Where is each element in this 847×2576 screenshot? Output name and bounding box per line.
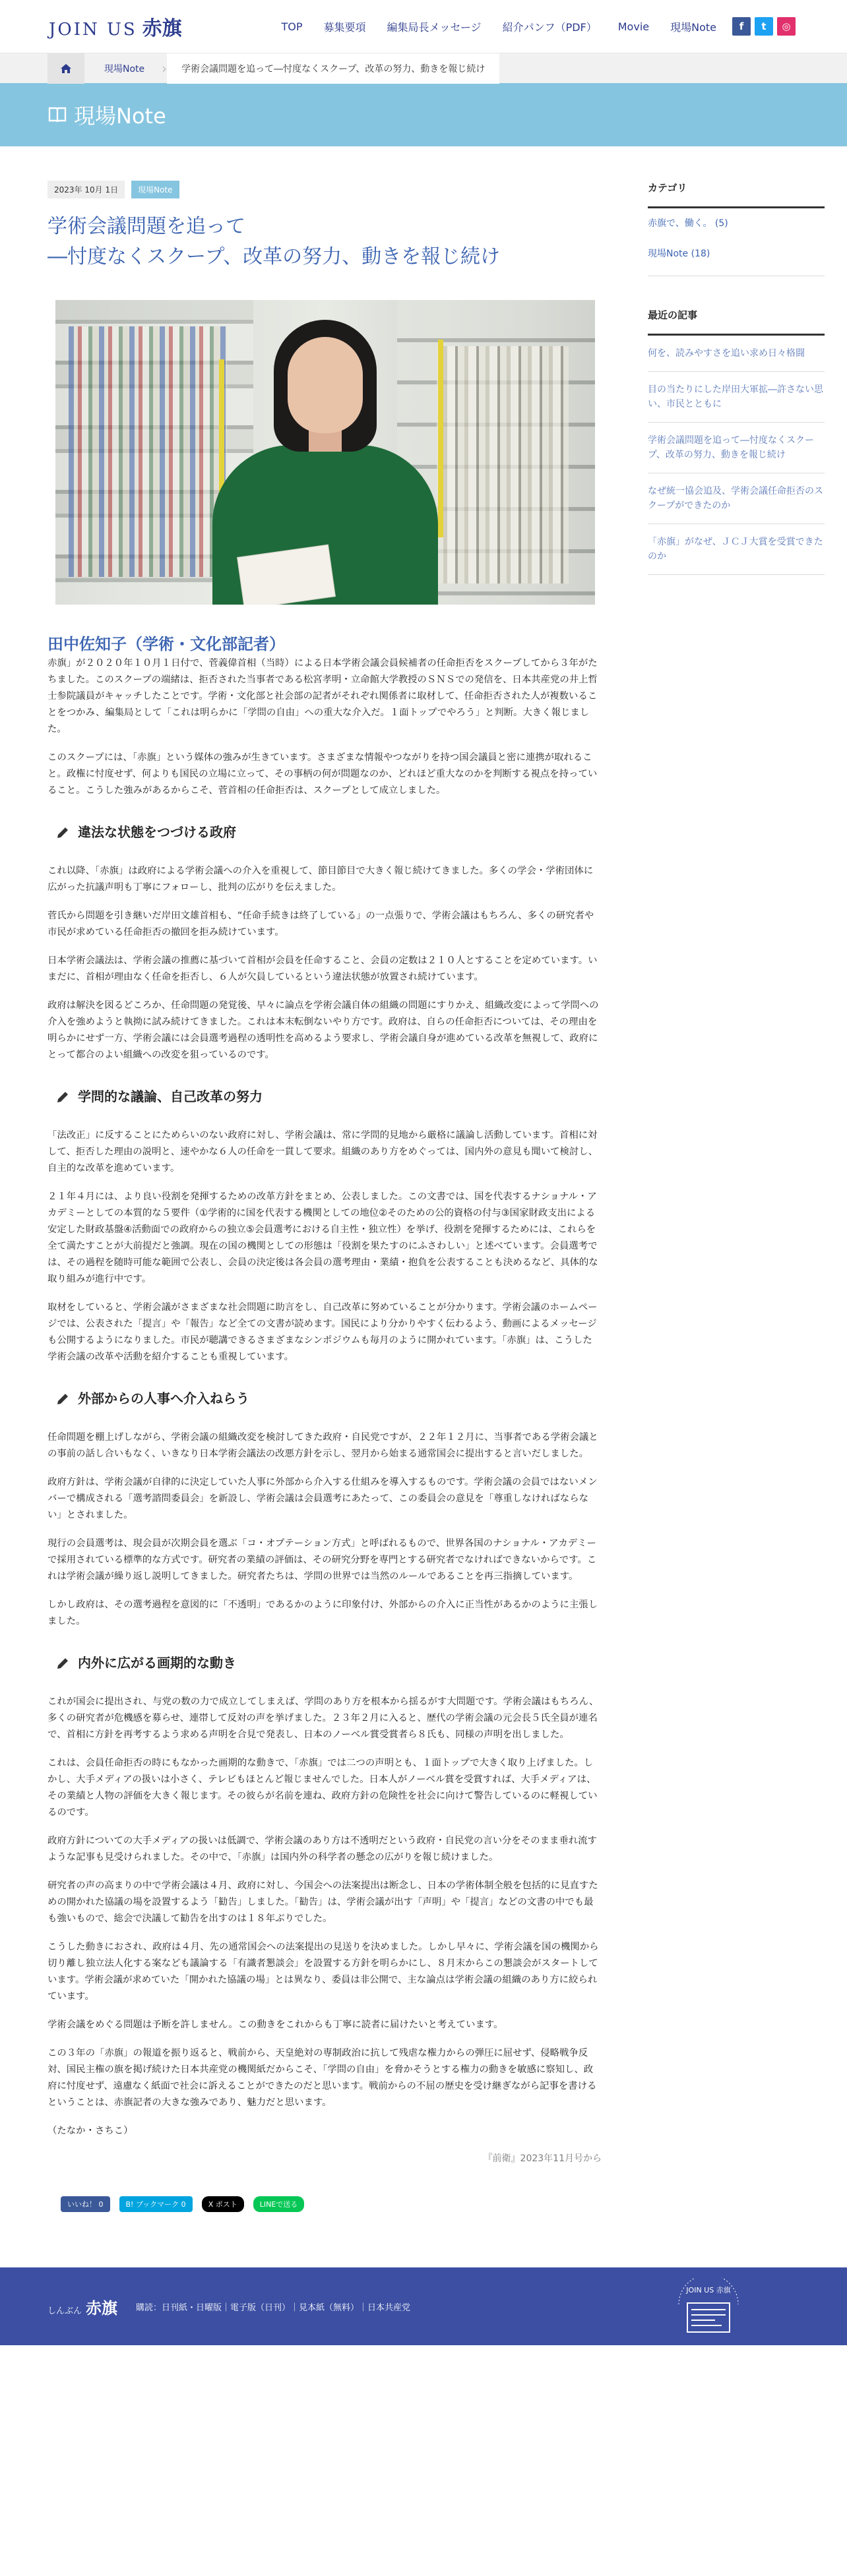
logo-text-jp: 赤旗 — [142, 17, 182, 40]
recent-post-link[interactable]: 何を、読みやすさを追い求め日々格闘 — [648, 336, 825, 372]
author-photo — [55, 300, 595, 605]
recent-posts-widget — [648, 308, 825, 575]
recent-post-link[interactable]: 「赤旗」がなぜ、ＪＣＪ大賞を受賞できたのか — [648, 524, 825, 575]
banner-title — [47, 100, 166, 130]
paragraph: これは、会員任命拒否の時にもなかった画期的な動きで、「赤旗」では二つの声明とも、１面トップで大きく取り上げました。しかし、大手メディアの扱いは小さく、テレビもほとんど報じませんでした。日本人がノーベル賞を受賞すれば、大手メディアは、その業績と人物の評価を大きく報じます。その彼らが名前を連ね、政府方針の危険性を社会に向けて警告しているのに軽視しているのです。 — [47, 1758, 598, 1818]
section-heading-text: 内外に広がる画期的な動き — [78, 1655, 236, 1671]
section-heading — [55, 1089, 602, 1105]
paragraph: 取材をしていると、学術会議がさまざまな社会問題に助言をし、自己改革に努めていることが分かります。学術会議のホームページでは、公表された「提言」や「報告」など全ての文書が読めます。国民により分かりやすく伝わるよう、動画によるメッセージも公開するようになりました。市民が聴講できるさまざまなシンポジウムも毎月のように開かれています。「赤旗」は、こうした学術会議の改革や活動を紹介することも重視しています。 — [47, 1302, 598, 1362]
paragraph: これ以降、「赤旗」は政府による学術会議への介入を重視して、節目節目で大きく報じ続けてきました。多くの学会・学術団体に広がった抗議声明も丁寧にフォローし、批判の広がりを伝えました。 — [47, 866, 594, 893]
paragraph: 日本学術会議法は、学術会議の推薦に基づいて首相が会員を任命すること、会員の定数は２１０人とすることを定めています。いまだに、首相が理由なく任命を拒否し、６人が欠員しているという違法状態が放置され続けています。 — [47, 955, 598, 982]
pencil-icon — [55, 825, 70, 840]
facebook-icon[interactable]: f — [732, 17, 751, 36]
pencil-icon — [55, 1090, 70, 1104]
join-us-badge-icon — [669, 2278, 748, 2337]
categories-widget — [648, 181, 825, 276]
paragraph: 現行の会員選考は、現会員が次期会員を選ぶ「コ・オプテーション方式」と呼ばれるもので、世界各国のナショナル・アカデミーで採用されている標準的な方式です。研究者の業績の評価は、その研究分野を専門とする研究者でなければできないからです。これは学術会議が繰り返し説明してきました。研究者たちは、学問の世界では当然のルールであることを再三指摘しています。 — [47, 1538, 597, 1582]
main-nav — [260, 17, 796, 36]
page-bottom-space — [0, 2345, 847, 2576]
banner-title-text: 現場Note — [74, 104, 166, 129]
badge-text: JOIN US 赤旗 — [686, 2286, 731, 2294]
logo-text-en: JOIN US — [49, 20, 137, 40]
paragraph: しかし政府は、その選考過程を意図的に「不透明」であるかのように印象付け、外部からの介入に正当性があるかのように主張しました。 — [47, 1600, 598, 1627]
paragraph: このスクープには、「赤旗」という媒体の強みが生きています。さまざまな情報やつながりを持つ国会議員と密に連携が取れること。政権に忖度せず、何よりも国民の立場に立って、その事柄の何が問題なのか、どれほど重大なのかを判断する視点を持っていること。こうした強みがあるからこそ、菅首相の任命拒否は、スクープとして成立しました。 — [47, 752, 598, 796]
hatena-bookmark-button[interactable]: B! ブックマーク 0 — [119, 2196, 193, 2212]
twitter-icon[interactable]: t — [755, 17, 773, 36]
paragraph: 赤旗」が２０２０年１０月１日付で、菅義偉首相（当時）による日本学術会議会員候補者の任命拒否をスクープしてから３年がたちました。このスクープの端緒は、拒否された当事者である松宮孝明・立命館大学教授のＳＮＳでの発信を、日本共産党の井上哲士参院議員がキャッチしたことです。学術・文化部と社会部の記者がそれぞれ関係者に取材して、任命拒否された人が複数いることをつかみ、編集局として「これは明らかに「学問の自由」への重大な介入だ。１面トップでやろう」と判断。大きく報じました。 — [47, 658, 598, 734]
paragraph: 政府方針についての大手メディアの扱いは低調で、学術会議のあり方は不透明だという政府・自民党の言い分をそのまま垂れ流すような記事も見受けられました。その中で、「赤旗」は国内外の科学者の懸念の広がりを報じ続けました。 — [47, 1836, 597, 1863]
breadcrumb-category[interactable]: 現場Note — [104, 63, 145, 75]
category-badge[interactable]: 現場Note — [131, 181, 179, 198]
paragraph: （たなか・さちこ） — [47, 2126, 133, 2136]
footer-logo[interactable] — [47, 2295, 117, 2318]
sidebar — [648, 181, 825, 2212]
nav-movie[interactable]: Movie — [617, 20, 650, 33]
footer-logo-small: しんぶん — [47, 2306, 82, 2316]
share-buttons — [61, 2196, 602, 2212]
section-heading-text: 違法な状態をつづける政府 — [78, 824, 236, 840]
section-heading-text: 外部からの人事へ介入ねらう — [78, 1391, 249, 1406]
article-date: 2023年 10月 1日 — [47, 181, 125, 198]
paragraph: 政府は解決を図るどころか、任命問題の発覚後、早々に論点を学術会議自体の組織の問題にすりかえ、組織改変によって学問への介入を強めようと執拗に試み続けてきました。これは本末転倒ないやり方です。政府は、自らの任命拒否については、その理由を明らかにせず一方、学術会議には会員選考過程の透明性を高めるよう要求し、学術会議自身が進めている改革を無視して、政府にとって都合のよい組織への改変を狙っているのです。 — [47, 1000, 599, 1060]
nav-pamphlet[interactable]: 紹介パンフ（PDF） — [502, 20, 597, 34]
recent-title: 最近の記事 — [648, 308, 825, 336]
paragraph: これが国会に提出され、与党の数の力で成立してしまえば、学問のあり方を根本から揺るがす大問題です。学術会議はもちろん、多くの研究者が危機感を募らせ、連帯して反対の声を挙げました。２３年２月に入ると、歴代の学術会議の元会長５氏全員が連名で、首相に方針を再考するよう求める声明を合見で発表し、日本のノーベル賞受賞者ら８氏も、同様の声明を出しました。 — [47, 1696, 599, 1740]
categories-title: カテゴリ — [648, 181, 825, 208]
social-links — [732, 17, 796, 36]
nav-top[interactable]: TOP — [281, 20, 303, 33]
site-header — [0, 0, 847, 53]
footer-links[interactable]: 購読：日刊紙・日曜版｜電子版（日刊）｜見本紙（無料）｜日本共産党 — [136, 2302, 411, 2313]
article-title — [47, 212, 602, 272]
section-heading — [55, 824, 602, 841]
paragraph: 学術会議をめぐる問題は予断を許しません。この動きをこれからも丁寧に読者に届けたいと考えています。 — [47, 2020, 503, 2030]
category-link[interactable]: 赤旗で、働く。 (5) — [648, 218, 728, 229]
instagram-icon[interactable]: ◎ — [777, 17, 796, 36]
recent-post-list — [648, 336, 825, 575]
breadcrumb-current: 学術会議問題を追って―忖度なくスクープ、改革の努力、動きを報じ続け — [167, 53, 499, 84]
content-area — [0, 146, 847, 2212]
author-name: 田中佐知子（学術・文化部記者） — [47, 635, 285, 653]
footer-logo-big: 赤旗 — [86, 2298, 118, 2318]
section-heading — [55, 1391, 602, 1407]
article-meta — [47, 181, 602, 198]
nav-genba-note[interactable]: 現場Note — [670, 20, 716, 34]
section-heading-text: 学問的な議論、自己改革の努力 — [78, 1089, 263, 1104]
recent-post-link[interactable]: 目の当たりにした岸田大軍拡―許さない思い、市民とともに — [648, 372, 825, 423]
paragraph: 菅氏から問題を引き継いだ岸田文雄首相も、“任命手続きは終了している」の一点張りで、学術会議はもちろん、多くの研究者や市民が求めている任命拒否の撤回を拒み続けています。 — [47, 911, 594, 938]
paragraph: こうした動きにおされ、政府は４月、先の通常国会への法案提出の見送りを決めました。しかし早々に、学術会議を国の機関から切り離し独立法人化する案なども議論する「有識者懇談会」を設置する方針を明らかにし、８月末からこの懇談会がスタートしています。学術会議が求めていた「開かれた協議の場」とは異なり、委員は非公開で、主な論点は学術会議の組織のあり方に絞られています。 — [47, 1942, 599, 2002]
article — [47, 181, 602, 2212]
article-title-line1: 学術会議問題を追って — [47, 215, 245, 238]
recent-post-link[interactable]: なぜ統一協会追及、学術会議任命拒否のスクープができたのか — [648, 473, 825, 524]
paragraph: この３年の「赤旗」の報道を振り返ると、戦前から、天皇絶対の専制政治に抗して残虐な権力からの弾圧に屈せず、侵略戦争反対、国民主権の旗を掲げ続けた日本共産党の機関紙だからこそ、「学問の自由」を脅かそうとする権力の動きを敏感に察知し、政府に忖度せず、遠慮なく紙面で社会に訴えることができたのだと思います。戦前からの不屈の歴史を受け継ぎながら記事を書けるということは、赤旗記者の大きな強みであり、魅力だと思います。 — [47, 2048, 597, 2108]
article-body — [47, 655, 602, 2140]
category-banner — [0, 83, 847, 146]
paragraph: 「法改正」に反することにためらいのない政府に対し、学術会議は、常に学問的見地から厳格に議論し活動しています。首相に対して、拒否した理由の説明と、速やかな６人の任命を一貫して要求。組織のあり方をめぐっては、国内外の意見も聞いて検討し、自主的な改革を進めています。 — [47, 1130, 598, 1174]
nav-recruit[interactable]: 募集要項 — [323, 20, 366, 34]
article-title-line2: ―忖度なくスクープ、改革の努力、動きを報じ続け — [47, 245, 501, 268]
breadcrumb-separator-icon: › — [162, 60, 168, 76]
pencil-icon — [55, 1656, 70, 1671]
home-icon[interactable] — [47, 53, 84, 84]
book-icon — [47, 106, 67, 123]
facebook-like-button[interactable]: いいね！ 0 — [61, 2196, 110, 2212]
paragraph: 研究者の声の高まりの中で学術会議は４月、政府に対し、今国会への法案提出は断念し、日本の学術体制全般を包括的に見直すための開かれた協議の場を設置するよう「勧告」しました。「勧告」は、学術会議が出す「声明」や「提言」などの文書の中でも最も強いもので、総会で決議して勧告を出すのは１８年ぶりでした。 — [47, 1880, 598, 1924]
breadcrumb — [0, 53, 847, 83]
category-link[interactable]: 現場Note (18) — [648, 249, 710, 259]
nav-editor-message[interactable]: 編集局長メッセージ — [387, 20, 482, 34]
recent-post-link[interactable]: 学術会議問題を追って―忖度なくスクープ、改革の努力、動きを報じ続け — [648, 423, 825, 473]
category-list — [648, 208, 825, 276]
paragraph: ２１年４月には、より良い役割を発揮するための改革方針をまとめ、公表しました。この文書では、国を代表するナショナル・アカデミーとしての本質的な５要件（①学術的に国を代表する機関としての地位②そのための公的資格の付与③国家財政支出による安定した財政基盤④活動面での政府からの独立⑤会員選考における自主性・独立性）を挙げ、役割を発揮するためには、これらを全て満たすことが大前提だと強調。現在の国の機関としての形態は「役割を果たすのにふさわしい」と述べています。会員選考では、その過程を随時可能な範囲で公表し、会員の決定後は各会員の選考理由・業績・抱負を公表することも決めるなど、具体的な取り組みが進行中です。 — [47, 1191, 598, 1284]
site-logo[interactable] — [49, 12, 182, 41]
site-footer — [0, 2267, 847, 2345]
x-post-button[interactable]: X ポスト — [202, 2196, 244, 2212]
paragraph: 政府方針は、学術会議が自律的に決定していた人事に外部から介入する仕組みを導入するものです。学術会議の会員ではないメンバーで構成される「選考諮問委員会」を新設し、学術会議は会員選考にあたって、この委員会の意見を「尊重しなければならない」とされました。 — [47, 1477, 598, 1520]
line-share-button[interactable]: LINEで送る — [253, 2196, 305, 2212]
article-source: 『前衛』2023年11月号から — [483, 2153, 602, 2164]
pencil-icon — [55, 1392, 70, 1406]
paragraph: 任命問題を棚上げしながら、学術会議の組織改変を検討してきた政府・自民党ですが、２２年１２月に、当事者である学術会議との事前の話し合いもなく、いきなり日本学術会議法の改悪方針を示し、翌月から始まる通常国会に提出すると言いだしました。 — [47, 1432, 598, 1459]
section-heading — [55, 1655, 602, 1671]
